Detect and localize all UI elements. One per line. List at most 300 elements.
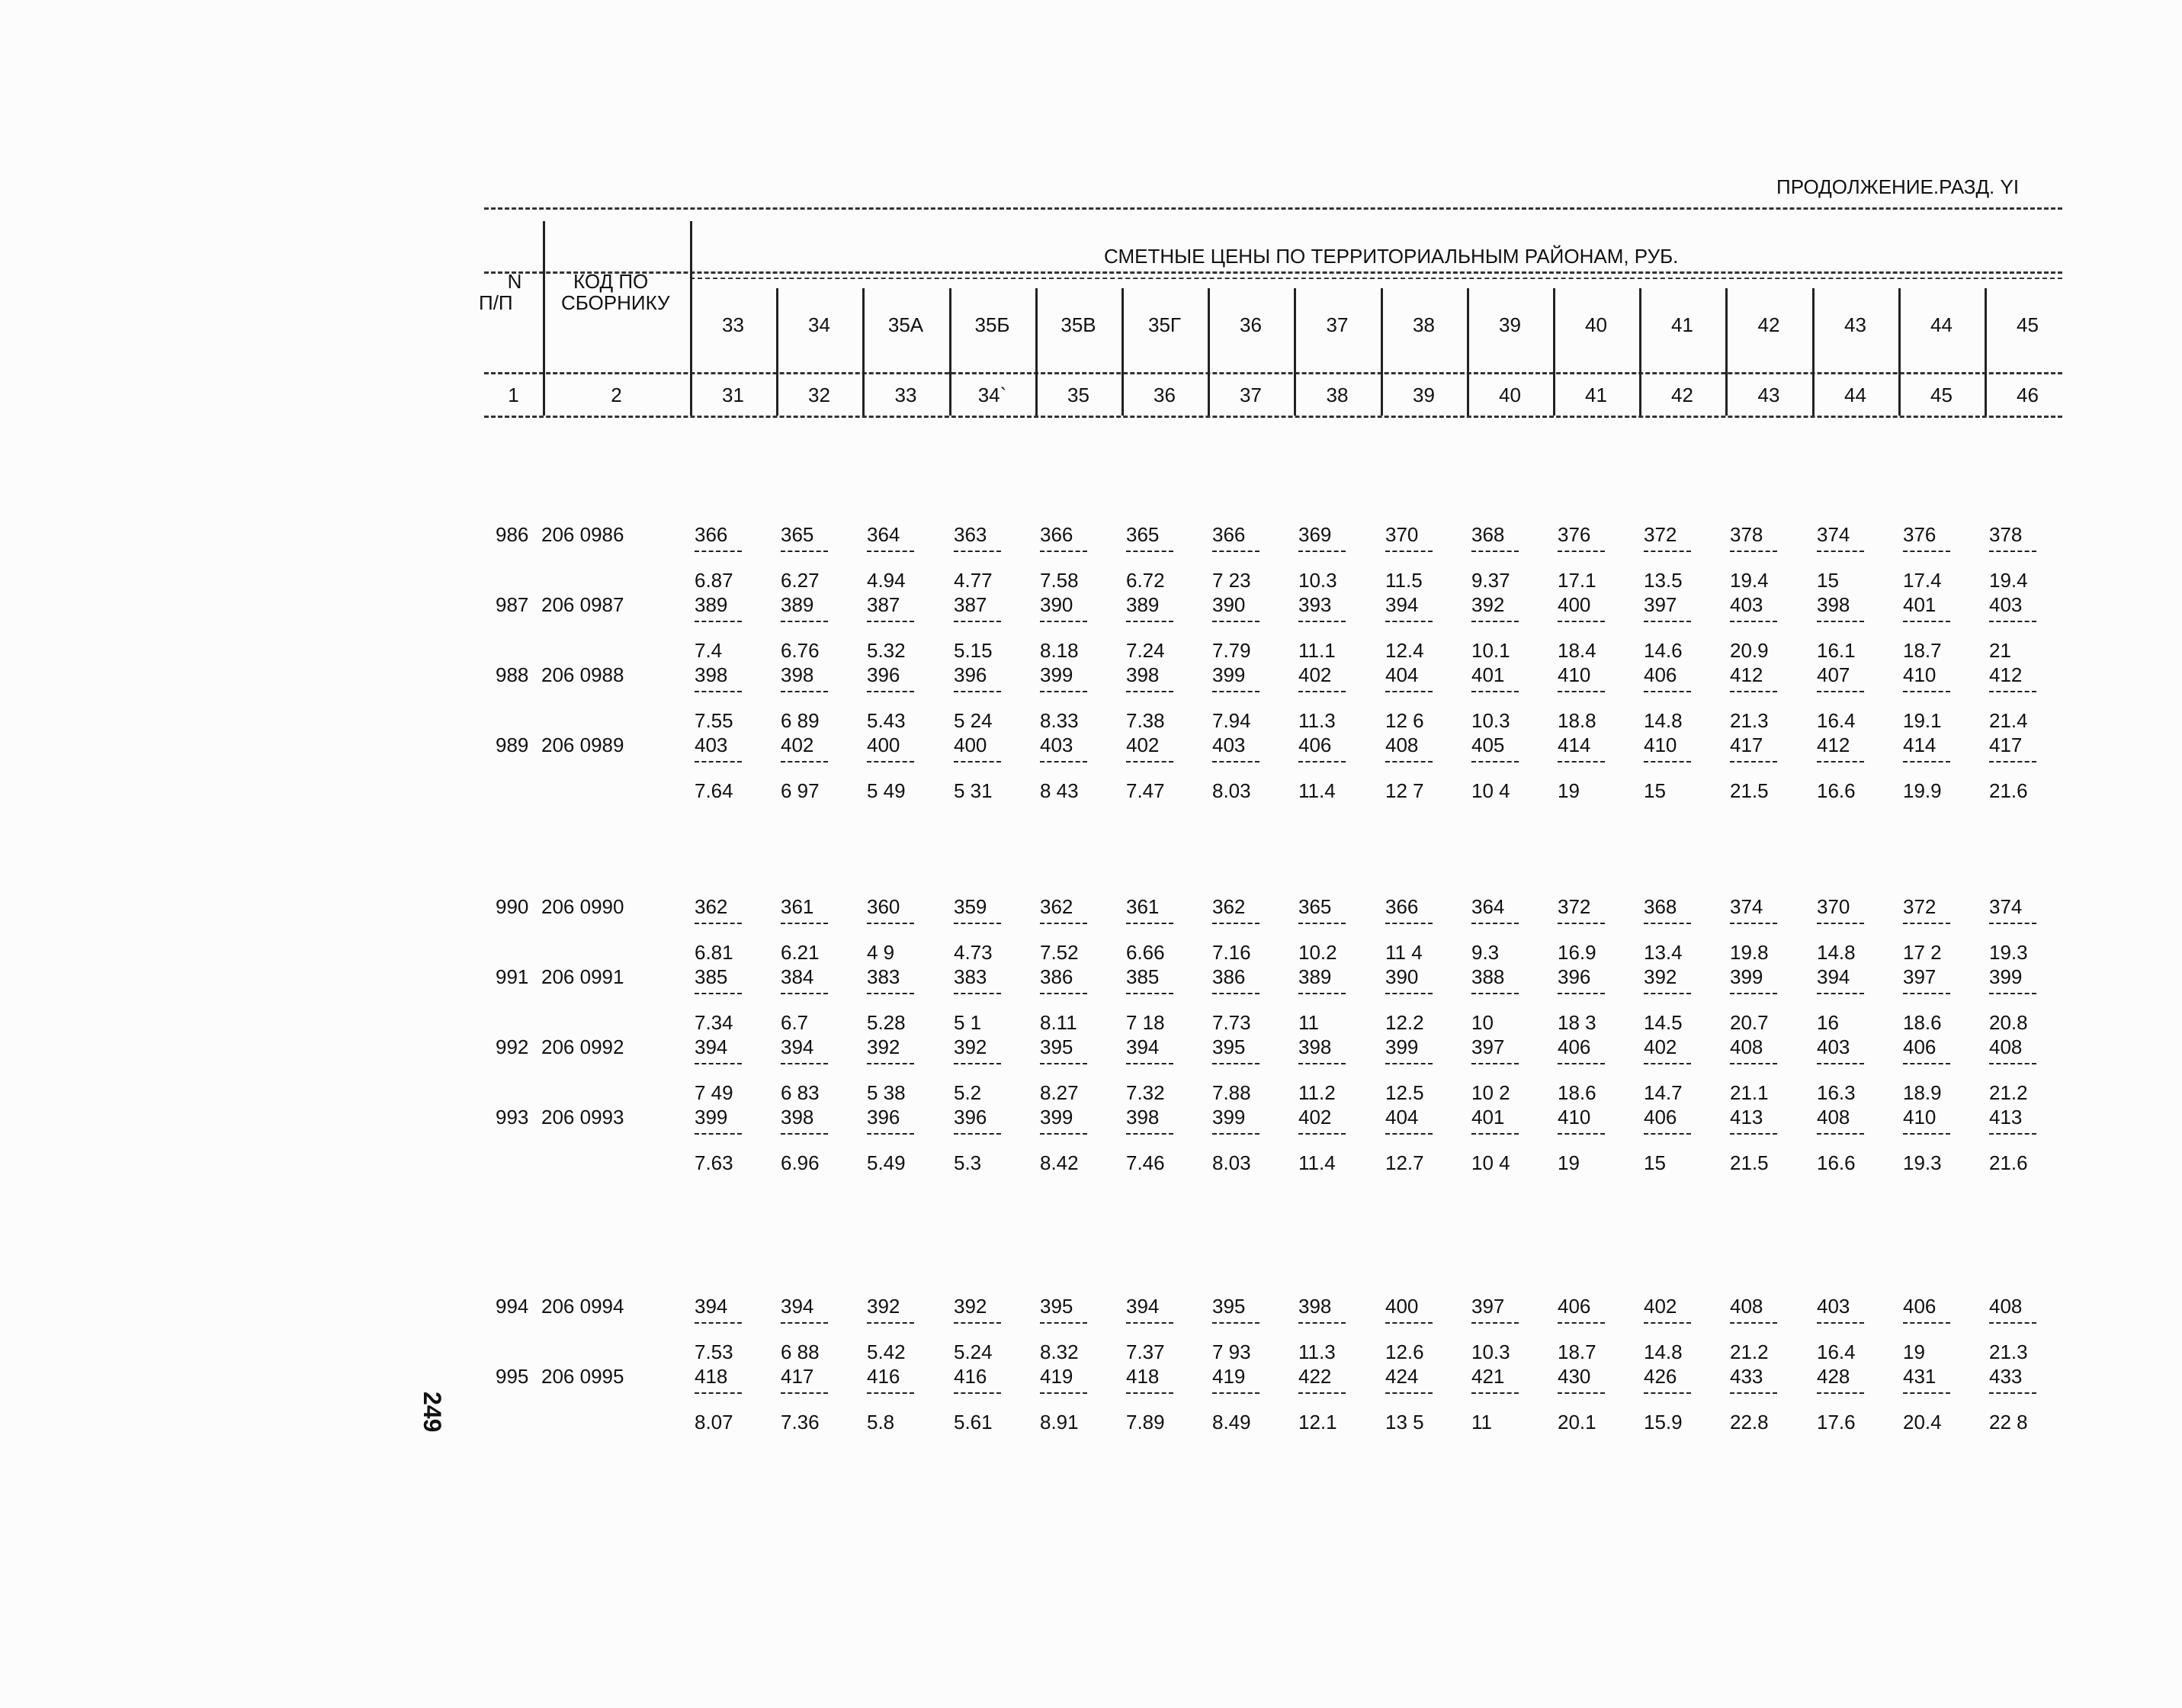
price-value-bottom: 18.9 — [1903, 1081, 1942, 1104]
price-value-bottom: 20.7 — [1730, 1011, 1769, 1034]
price-value-bottom: 5.32 — [867, 639, 906, 662]
fraction-bar — [1989, 923, 2036, 924]
price-value: 410 — [1903, 663, 1937, 686]
price-value: 398 — [781, 663, 814, 686]
fraction-bar — [1989, 761, 2036, 762]
fraction-bar — [1644, 923, 1691, 924]
fraction-bar — [1903, 1322, 1950, 1324]
price-value-bottom: 19.4 — [1989, 569, 2028, 592]
price-value: 392 — [954, 1295, 987, 1318]
price-value-bottom: 8.27 — [1040, 1081, 1079, 1104]
fraction-bar — [1817, 691, 1864, 692]
price-value: 397 — [1471, 1035, 1505, 1058]
price-value: 402 — [1644, 1035, 1677, 1058]
price-value: 387 — [954, 593, 987, 616]
fraction-bar — [1126, 1063, 1173, 1064]
price-value-bottom: 6.21 — [781, 941, 820, 964]
price-value: 408 — [1730, 1035, 1763, 1058]
price-value: 403 — [1989, 593, 2023, 616]
price-value: 366 — [1385, 895, 1419, 918]
fraction-bar — [1558, 1322, 1605, 1324]
price-value: 410 — [1644, 734, 1677, 756]
header-region-number: 42 — [1757, 313, 1780, 336]
price-value: 395 — [1040, 1295, 1073, 1318]
fraction-bar — [1040, 1392, 1087, 1394]
fraction-bar — [954, 691, 1001, 692]
header-region-number: 44 — [1930, 313, 1953, 336]
section-title: ПРОДОЛЖЕНИЕ.РАЗД. YI — [1776, 175, 2020, 198]
fraction-bar — [1730, 1322, 1777, 1324]
price-value-bottom: 6.66 — [1126, 941, 1165, 964]
price-value: 384 — [781, 965, 814, 988]
fraction-bar — [1644, 1322, 1691, 1324]
row-code: 206 0995 — [541, 1365, 624, 1388]
price-value: 400 — [954, 734, 987, 756]
fraction-bar — [867, 1392, 914, 1394]
price-value-bottom: 12.6 — [1385, 1340, 1424, 1363]
price-value-bottom: 5 24 — [954, 709, 993, 732]
price-value: 404 — [1385, 1106, 1419, 1128]
fraction-bar — [1385, 1063, 1433, 1064]
price-value-bottom: 18.4 — [1558, 639, 1596, 662]
row-number: 992 — [496, 1035, 529, 1058]
price-value-bottom: 5 1 — [954, 1011, 982, 1034]
colnum: 1 — [508, 384, 519, 406]
price-value: 392 — [954, 1035, 987, 1058]
price-value-bottom: 9.3 — [1471, 941, 1500, 964]
fraction-bar — [1298, 1322, 1346, 1324]
price-value-bottom: 18.7 — [1558, 1340, 1596, 1363]
price-value: 390 — [1385, 965, 1419, 988]
price-value: 400 — [1385, 1295, 1419, 1318]
price-value: 401 — [1903, 593, 1937, 616]
header-group: СМЕТНЫЕ ЦЕНЫ ПО ТЕРРИТОРИАЛЬНЫМ РАЙОНАМ, РУБ. — [1104, 245, 1679, 268]
price-value-bottom: 10.3 — [1471, 1340, 1510, 1363]
price-value-bottom: 21.3 — [1730, 709, 1769, 732]
price-value-bottom: 7.63 — [695, 1151, 733, 1174]
row-number: 995 — [496, 1365, 529, 1388]
row-number: 994 — [496, 1295, 529, 1318]
header-region-number: 40 — [1585, 313, 1607, 336]
price-value: 404 — [1385, 663, 1419, 686]
price-value: 406 — [1644, 663, 1677, 686]
header-region-number: 36 — [1240, 313, 1262, 336]
fraction-bar — [1730, 551, 1777, 552]
fraction-bar — [1817, 1322, 1864, 1324]
price-value: 383 — [867, 965, 900, 988]
price-value-bottom: 12 6 — [1385, 709, 1424, 732]
price-value: 394 — [1126, 1035, 1160, 1058]
price-value-bottom: 20.4 — [1903, 1411, 1942, 1434]
fraction-bar — [1644, 761, 1691, 762]
price-value-bottom: 5.61 — [954, 1411, 993, 1434]
price-value: 402 — [1298, 663, 1332, 686]
price-value-bottom: 7.24 — [1126, 639, 1165, 662]
price-value-bottom: 10 2 — [1471, 1081, 1510, 1104]
price-value: 374 — [1989, 895, 2023, 918]
price-value: 392 — [867, 1035, 900, 1058]
price-value-bottom: 11 — [1471, 1411, 1492, 1434]
fraction-bar — [867, 1133, 914, 1135]
price-value: 368 — [1644, 895, 1677, 918]
price-value: 389 — [695, 593, 728, 616]
price-value-bottom: 7.55 — [695, 709, 733, 732]
price-value: 370 — [1817, 895, 1850, 918]
fraction-bar — [1817, 1133, 1864, 1135]
price-value-bottom: 6.81 — [695, 941, 733, 964]
price-value-bottom: 21.2 — [1730, 1340, 1769, 1363]
price-value: 366 — [1040, 523, 1073, 546]
price-value-bottom: 10 — [1471, 1011, 1494, 1034]
price-value: 408 — [1817, 1106, 1850, 1128]
price-value: 414 — [1903, 734, 1937, 756]
price-value: 399 — [1212, 663, 1246, 686]
price-value: 408 — [1730, 1295, 1763, 1318]
price-value: 393 — [1298, 593, 1332, 616]
table-rule — [484, 207, 2062, 210]
price-value: 366 — [695, 523, 728, 546]
price-value-bottom: 7 49 — [695, 1081, 733, 1104]
price-value: 408 — [1385, 734, 1419, 756]
price-value: 406 — [1558, 1295, 1591, 1318]
price-value: 398 — [1126, 663, 1160, 686]
price-value-bottom: 8.18 — [1040, 639, 1079, 662]
header-region-number: 35А — [887, 313, 924, 336]
price-value: 372 — [1644, 523, 1677, 546]
fraction-bar — [1212, 1322, 1259, 1324]
fraction-bar — [1558, 923, 1605, 924]
fraction-bar — [1212, 1063, 1259, 1064]
price-value-bottom: 7.58 — [1040, 569, 1079, 592]
header-code: СБОРНИКУ — [561, 291, 670, 314]
price-value-bottom: 8.11 — [1040, 1011, 1077, 1034]
price-value-bottom: 5 38 — [867, 1081, 906, 1104]
fraction-bar — [1126, 993, 1173, 994]
fraction-bar — [1212, 621, 1259, 622]
fraction-bar — [1730, 1392, 1777, 1394]
price-value-bottom: 11.2 — [1298, 1081, 1336, 1104]
header-region-number: 39 — [1499, 313, 1521, 336]
price-value: 394 — [781, 1035, 814, 1058]
price-value: 398 — [1298, 1295, 1332, 1318]
row-number: 993 — [496, 1106, 529, 1128]
price-value: 395 — [1212, 1035, 1246, 1058]
fraction-bar — [1471, 621, 1519, 622]
price-value: 394 — [1385, 593, 1419, 616]
price-value-bottom: 5.42 — [867, 1340, 906, 1363]
price-value: 399 — [1385, 1035, 1419, 1058]
price-value-bottom: 9.37 — [1471, 569, 1510, 592]
price-value: 396 — [867, 663, 900, 686]
price-value-bottom: 12.1 — [1298, 1411, 1337, 1434]
price-value-bottom: 14.8 — [1817, 941, 1856, 964]
fraction-bar — [781, 551, 828, 552]
row-code: 206 0993 — [541, 1106, 624, 1128]
price-value: 399 — [1730, 965, 1763, 988]
price-value-bottom: 13.4 — [1644, 941, 1683, 964]
price-value-bottom: 5.24 — [954, 1340, 993, 1363]
price-value: 388 — [1471, 965, 1505, 988]
colnum: 45 — [1930, 384, 1953, 406]
price-value: 397 — [1644, 593, 1677, 616]
fraction-bar — [1471, 691, 1519, 692]
price-value-bottom: 19.4 — [1730, 569, 1769, 592]
price-value-bottom: 6.76 — [781, 639, 820, 662]
price-value-bottom: 11.5 — [1385, 569, 1423, 592]
fraction-bar — [1298, 1133, 1346, 1135]
price-value: 398 — [1126, 1106, 1160, 1128]
price-value-bottom: 7.94 — [1212, 709, 1251, 732]
price-value: 419 — [1040, 1365, 1073, 1388]
colnum: 42 — [1671, 384, 1693, 406]
price-value-bottom: 7.4 — [695, 639, 723, 662]
price-value-bottom: 21.6 — [1989, 779, 2028, 802]
fraction-bar — [1644, 993, 1691, 994]
table-rule — [484, 372, 2062, 374]
fraction-bar — [1212, 993, 1259, 994]
price-value: 372 — [1903, 895, 1937, 918]
colnum: 39 — [1413, 384, 1435, 406]
price-value-bottom: 12.2 — [1385, 1011, 1424, 1034]
colnum: 2 — [611, 384, 622, 406]
fraction-bar — [695, 621, 742, 622]
price-value: 403 — [1817, 1295, 1850, 1318]
price-value-bottom: 5.8 — [867, 1411, 895, 1434]
fraction-bar — [1730, 1063, 1777, 1064]
fraction-bar — [1558, 691, 1605, 692]
header-region-number: 35В — [1061, 313, 1096, 336]
price-value-bottom: 19 — [1558, 779, 1580, 802]
price-value-bottom: 19.1 — [1903, 709, 1942, 732]
colnum: 38 — [1326, 384, 1349, 406]
price-value: 401 — [1471, 1106, 1505, 1128]
price-value-bottom: 8.49 — [1212, 1411, 1251, 1434]
price-value: 398 — [1298, 1035, 1332, 1058]
header-region-number: 41 — [1671, 313, 1693, 336]
price-value-bottom: 5.43 — [867, 709, 906, 732]
price-value-bottom: 7.88 — [1212, 1081, 1251, 1104]
price-value-bottom: 7 18 — [1126, 1011, 1165, 1034]
fraction-bar — [1212, 761, 1259, 762]
fraction-bar — [1298, 1392, 1346, 1394]
price-value-bottom: 12.4 — [1385, 639, 1424, 662]
price-value: 403 — [695, 734, 728, 756]
fraction-bar — [781, 1392, 828, 1394]
row-code: 206 0990 — [541, 895, 624, 918]
price-value: 400 — [1558, 593, 1591, 616]
header-region-number: 35Г — [1148, 313, 1181, 336]
fraction-bar — [1040, 1322, 1087, 1324]
price-value-bottom: 11.4 — [1298, 779, 1336, 802]
price-value: 370 — [1385, 523, 1419, 546]
colnum: 33 — [894, 384, 917, 406]
colnum: 34` — [977, 384, 1007, 406]
colnum: 31 — [722, 384, 744, 406]
fraction-bar — [1126, 691, 1173, 692]
price-value-bottom: 7.38 — [1126, 709, 1165, 732]
price-value: 399 — [1212, 1106, 1246, 1128]
fraction-bar — [1558, 1392, 1605, 1394]
price-value-bottom: 13 5 — [1385, 1411, 1424, 1434]
fraction-bar — [1040, 621, 1087, 622]
price-value: 386 — [1212, 965, 1246, 988]
fraction-bar — [1989, 551, 2036, 552]
fraction-bar — [1903, 551, 1950, 552]
price-value-bottom: 4 9 — [867, 941, 895, 964]
fraction-bar — [1471, 1392, 1519, 1394]
price-value-bottom: 11.4 — [1298, 1151, 1336, 1174]
header-region-number: 43 — [1844, 313, 1866, 336]
fraction-bar — [1730, 1133, 1777, 1135]
fraction-bar — [1644, 621, 1691, 622]
fraction-bar — [1385, 761, 1433, 762]
price-value-bottom: 7.64 — [695, 779, 733, 802]
fraction-bar — [1298, 551, 1346, 552]
fraction-bar — [1040, 761, 1087, 762]
price-value-bottom: 10.3 — [1298, 569, 1337, 592]
fraction-bar — [1471, 1063, 1519, 1064]
price-value: 416 — [954, 1365, 987, 1388]
price-value: 402 — [781, 734, 814, 756]
fraction-bar — [1558, 993, 1605, 994]
price-value: 406 — [1644, 1106, 1677, 1128]
price-value: 400 — [867, 734, 900, 756]
price-value: 362 — [695, 895, 728, 918]
fraction-bar — [1212, 691, 1259, 692]
price-value-bottom: 7.47 — [1126, 779, 1165, 802]
price-value-bottom: 8.42 — [1040, 1151, 1079, 1174]
price-value: 362 — [1040, 895, 1073, 918]
fraction-bar — [954, 621, 1001, 622]
row-number: 988 — [496, 663, 529, 686]
price-value-bottom: 14.7 — [1644, 1081, 1683, 1104]
price-value: 366 — [1212, 523, 1246, 546]
price-value-bottom: 6 97 — [781, 779, 820, 802]
price-value-bottom: 5.28 — [867, 1011, 906, 1034]
fraction-bar — [954, 1322, 1001, 1324]
price-value: 398 — [695, 663, 728, 686]
price-value: 428 — [1817, 1365, 1850, 1388]
price-value: 394 — [1126, 1295, 1160, 1318]
price-value-bottom: 21.4 — [1989, 709, 2028, 732]
price-value: 361 — [781, 895, 814, 918]
price-value: 431 — [1903, 1365, 1937, 1388]
price-value: 389 — [1298, 965, 1332, 988]
price-value-bottom: 7.53 — [695, 1340, 733, 1363]
fraction-bar — [1126, 551, 1173, 552]
fraction-bar — [1298, 993, 1346, 994]
price-value-bottom: 6.96 — [781, 1151, 820, 1174]
fraction-bar — [1126, 761, 1173, 762]
fraction-bar — [1298, 761, 1346, 762]
price-value: 397 — [1903, 965, 1937, 988]
fraction-bar — [1126, 621, 1173, 622]
fraction-bar — [781, 761, 828, 762]
price-value-bottom: 17.1 — [1558, 569, 1596, 592]
price-value-bottom: 8.91 — [1040, 1411, 1079, 1434]
fraction-bar — [1644, 1133, 1691, 1135]
price-value: 399 — [1040, 663, 1073, 686]
price-value-bottom: 16 — [1817, 1011, 1839, 1034]
price-value: 385 — [1126, 965, 1160, 988]
row-number: 991 — [496, 965, 529, 988]
price-value-bottom: 10 4 — [1471, 779, 1510, 802]
price-value-bottom: 7 23 — [1212, 569, 1251, 592]
fraction-bar — [1903, 1133, 1950, 1135]
price-value-bottom: 19 — [1558, 1151, 1580, 1174]
price-value-bottom: 16.4 — [1817, 709, 1856, 732]
fraction-bar — [954, 551, 1001, 552]
price-value: 412 — [1730, 663, 1763, 686]
fraction-bar — [695, 1322, 742, 1324]
price-value: 417 — [781, 1365, 814, 1388]
price-value-bottom: 6.7 — [781, 1011, 809, 1034]
fraction-bar — [1903, 1063, 1950, 1064]
price-value-bottom: 16.6 — [1817, 1151, 1856, 1174]
price-value: 389 — [1126, 593, 1160, 616]
table-rule — [484, 271, 2062, 274]
fraction-bar — [1298, 691, 1346, 692]
price-value: 421 — [1471, 1365, 1505, 1388]
price-value-bottom: 4.77 — [954, 569, 993, 592]
price-value-bottom: 21.1 — [1730, 1081, 1769, 1104]
header-region-number: 34 — [808, 313, 830, 336]
price-value-bottom: 7.46 — [1126, 1151, 1165, 1174]
fraction-bar — [695, 1063, 742, 1064]
price-value: 374 — [1817, 523, 1850, 546]
colnum: 44 — [1844, 384, 1866, 406]
price-value: 362 — [1212, 895, 1246, 918]
row-number: 989 — [496, 734, 529, 756]
price-value-bottom: 11 4 — [1385, 941, 1423, 964]
price-value: 376 — [1903, 523, 1937, 546]
fraction-bar — [867, 691, 914, 692]
price-value: 364 — [867, 523, 900, 546]
header-region-number: 38 — [1413, 313, 1435, 336]
fraction-bar — [781, 993, 828, 994]
price-value: 413 — [1989, 1106, 2023, 1128]
price-value-bottom: 19.9 — [1903, 779, 1942, 802]
price-value: 365 — [781, 523, 814, 546]
fraction-bar — [1126, 923, 1173, 924]
price-value: 402 — [1644, 1295, 1677, 1318]
price-value-bottom: 16.4 — [1817, 1340, 1856, 1363]
fraction-bar — [1558, 1063, 1605, 1064]
table-rule — [484, 416, 2062, 418]
price-value-bottom: 21 — [1989, 639, 2011, 662]
fraction-bar — [1903, 993, 1950, 994]
price-value-bottom: 19.3 — [1903, 1151, 1942, 1174]
fraction-bar — [867, 993, 914, 994]
price-value-bottom: 5.3 — [954, 1151, 982, 1174]
fraction-bar — [781, 1322, 828, 1324]
price-value-bottom: 8.03 — [1212, 1151, 1251, 1174]
price-value: 365 — [1126, 523, 1160, 546]
fraction-bar — [1212, 1133, 1259, 1135]
price-value-bottom: 8.32 — [1040, 1340, 1079, 1363]
fraction-bar — [695, 761, 742, 762]
price-value-bottom: 10.1 — [1471, 639, 1510, 662]
price-value-bottom: 19 — [1903, 1340, 1925, 1363]
price-value: 408 — [1989, 1035, 2023, 1058]
price-value-bottom: 7.37 — [1126, 1340, 1165, 1363]
price-value-bottom: 6.72 — [1126, 569, 1165, 592]
price-value: 385 — [695, 965, 728, 988]
fraction-bar — [1298, 1063, 1346, 1064]
fraction-bar — [695, 551, 742, 552]
fraction-bar — [1385, 1133, 1433, 1135]
price-value: 405 — [1471, 734, 1505, 756]
